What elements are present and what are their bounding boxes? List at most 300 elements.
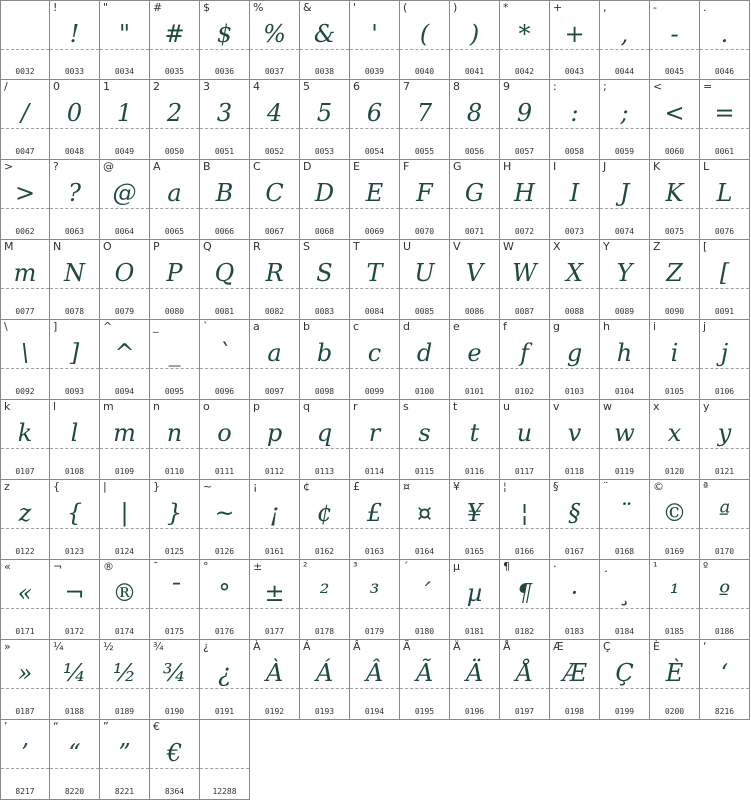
glyph-cell[interactable]: [200, 400, 250, 480]
char-code: 0122: [15, 547, 35, 556]
character-label: ©: [653, 480, 664, 493]
baseline-guide: [400, 528, 449, 529]
char-code: 0107: [15, 467, 35, 476]
glyph-cell[interactable]: [550, 560, 600, 640]
glyph-cell[interactable]: [150, 160, 200, 240]
char-code: 0118: [564, 467, 585, 476]
char-code: 12288: [212, 787, 237, 796]
character-label: ¦: [503, 480, 507, 493]
glyph-cell[interactable]: [600, 80, 650, 160]
glyph-cell[interactable]: [300, 160, 350, 240]
glyph-cell[interactable]: [700, 640, 750, 720]
glyph-sample: T: [366, 259, 383, 287]
glyph-cell[interactable]: [400, 480, 450, 560]
baseline-guide: [600, 368, 649, 369]
glyph-cell[interactable]: [600, 640, 650, 720]
glyph-cell[interactable]: [550, 80, 600, 160]
glyph-cell[interactable]: [650, 160, 700, 240]
glyph-sample: S: [316, 259, 333, 287]
glyph-cell[interactable]: [0, 80, 50, 160]
char-code: 0072: [514, 227, 535, 236]
glyph-cell[interactable]: [300, 560, 350, 640]
glyph-cell[interactable]: [600, 160, 650, 240]
char-code: 0059: [614, 147, 635, 156]
char-code: 0181: [464, 627, 485, 636]
glyph-sample: E: [365, 179, 384, 207]
character-label: A: [153, 160, 161, 173]
glyph-cell[interactable]: [150, 80, 200, 160]
glyph-cell[interactable]: [650, 240, 700, 320]
glyph-cell[interactable]: [150, 640, 200, 720]
baseline-guide: [600, 288, 649, 289]
baseline-guide: [450, 128, 499, 129]
character-label: c: [353, 320, 360, 333]
character-label: >: [4, 160, 14, 173]
char-code: 0124: [114, 547, 135, 556]
char-code: 0082: [264, 307, 285, 316]
glyph-cell[interactable]: [250, 240, 300, 320]
glyph-sample: ´: [418, 579, 431, 607]
glyph-sample: R: [265, 259, 284, 287]
char-code: 0040: [414, 67, 435, 76]
glyph-cell[interactable]: [50, 160, 100, 240]
glyph-cell[interactable]: [150, 400, 200, 480]
glyph-cell[interactable]: [550, 400, 600, 480]
glyph-cell[interactable]: [100, 240, 150, 320]
glyph-sample: 1: [116, 99, 133, 127]
character-label: }: [153, 480, 160, 493]
glyph-cell[interactable]: [250, 80, 300, 160]
baseline-guide: [250, 208, 299, 209]
char-code: 0167: [564, 547, 585, 556]
glyph-sample: 4: [266, 99, 283, 127]
character-label: {: [53, 480, 60, 493]
glyph-cell[interactable]: [700, 0, 750, 80]
glyph-cell[interactable]: [450, 640, 500, 720]
character-label: ¹: [653, 560, 658, 573]
baseline-guide: [550, 528, 599, 529]
glyph-cell[interactable]: [200, 720, 250, 800]
glyph-cell[interactable]: [200, 320, 250, 400]
char-code: 0056: [464, 147, 485, 156]
glyph-cell[interactable]: [0, 480, 50, 560]
character-label: Ä: [453, 640, 461, 653]
character-label: €: [153, 720, 160, 733]
glyph-cell[interactable]: [400, 80, 450, 160]
glyph-cell[interactable]: [650, 560, 700, 640]
glyph-cell[interactable]: [700, 480, 750, 560]
baseline-guide: [550, 608, 599, 609]
glyph-cell[interactable]: [400, 0, 450, 80]
glyph-cell[interactable]: [650, 80, 700, 160]
glyph-cell[interactable]: [500, 160, 550, 240]
glyph-sample: }: [166, 499, 183, 527]
glyph-cell[interactable]: [0, 160, 50, 240]
glyph-sample: ¶: [516, 579, 533, 607]
character-label: Y: [603, 240, 610, 253]
baseline-guide: [300, 448, 349, 449]
glyph-cell[interactable]: [50, 240, 100, 320]
glyph-sample: Q: [214, 259, 235, 287]
glyph-sample: ¬: [64, 579, 85, 607]
glyph-cell[interactable]: [100, 0, 150, 80]
glyph-cell[interactable]: [550, 320, 600, 400]
glyph-sample: $: [216, 20, 233, 48]
glyph-cell[interactable]: [150, 320, 200, 400]
glyph-cell[interactable]: [350, 560, 400, 640]
glyph-cell[interactable]: [650, 480, 700, 560]
char-code: 0104: [614, 387, 635, 396]
glyph-cell[interactable]: [600, 240, 650, 320]
character-label: p: [253, 400, 260, 413]
glyph-cell[interactable]: [650, 0, 700, 80]
glyph-cell[interactable]: [50, 80, 100, 160]
glyph-cell[interactable]: [700, 400, 750, 480]
glyph-cell[interactable]: [550, 640, 600, 720]
char-code: 0170: [714, 547, 735, 556]
glyph-sample: Ç: [615, 659, 634, 687]
char-code: 0119: [614, 467, 635, 476]
glyph-cell[interactable]: [700, 80, 750, 160]
baseline-guide: [700, 288, 749, 289]
glyph-cell[interactable]: [450, 240, 500, 320]
glyph-cell[interactable]: [150, 480, 200, 560]
glyph-cell[interactable]: [100, 320, 150, 400]
char-code: 0065: [164, 227, 185, 236]
char-code: 0172: [64, 627, 85, 636]
glyph-cell[interactable]: [450, 400, 500, 480]
glyph-cell[interactable]: [100, 720, 150, 800]
glyph-cell[interactable]: [200, 0, 250, 80]
baseline-guide: [250, 368, 299, 369]
glyph-cell[interactable]: [600, 320, 650, 400]
character-label: À: [253, 640, 261, 653]
character-label: ®: [103, 560, 114, 573]
character-label: -: [653, 1, 657, 14]
glyph-cell[interactable]: [200, 480, 250, 560]
glyph-cell[interactable]: [0, 0, 50, 80]
baseline-guide: [200, 528, 249, 529]
char-code: 0103: [564, 387, 585, 396]
glyph-cell[interactable]: [600, 560, 650, 640]
glyph-cell[interactable]: [200, 240, 250, 320]
glyph-cell[interactable]: [50, 720, 100, 800]
glyph-cell[interactable]: [200, 160, 250, 240]
glyph-sample: ½: [112, 659, 137, 687]
character-label: =: [703, 80, 713, 93]
glyph-cell[interactable]: [400, 640, 450, 720]
glyph-cell[interactable]: [350, 320, 400, 400]
glyph-cell[interactable]: [550, 160, 600, 240]
glyph-cell[interactable]: [0, 720, 50, 800]
char-code: 0169: [664, 547, 685, 556]
character-label: L: [703, 160, 710, 173]
baseline-guide: [100, 368, 149, 369]
baseline-guide: [700, 49, 749, 50]
glyph-cell[interactable]: [550, 480, 600, 560]
glyph-sample: 0: [66, 99, 83, 127]
baseline-guide: [550, 288, 599, 289]
char-code: 0183: [564, 627, 585, 636]
char-code: 0053: [314, 147, 335, 156]
glyph-cell[interactable]: [700, 240, 750, 320]
baseline-guide: [550, 128, 599, 129]
baseline-guide: [700, 688, 749, 689]
baseline-guide: [550, 448, 599, 449]
char-code: 0087: [514, 307, 535, 316]
character-label: g: [553, 320, 560, 333]
glyph-sample: a: [167, 179, 182, 207]
glyph-cell[interactable]: [600, 480, 650, 560]
char-code: 0185: [664, 627, 685, 636]
baseline-guide: [400, 688, 449, 689]
glyph-cell[interactable]: [500, 320, 550, 400]
glyph-cell[interactable]: [100, 400, 150, 480]
character-label: t: [453, 400, 458, 413]
char-code: 0102: [514, 387, 535, 396]
glyph-sample: y: [717, 419, 732, 447]
baseline-guide: [600, 528, 649, 529]
baseline-guide: [50, 49, 99, 50]
glyph-sample: P: [166, 259, 183, 287]
baseline-guide: [600, 208, 649, 209]
glyph-cell[interactable]: [150, 720, 200, 800]
baseline-guide: [300, 688, 349, 689]
char-code: 0058: [564, 147, 585, 156]
glyph-sample: D: [314, 179, 335, 207]
glyph-sample: €: [166, 739, 183, 767]
character-label: b: [303, 320, 310, 333]
glyph-cell[interactable]: [350, 0, 400, 80]
baseline-guide: [450, 288, 499, 289]
character-label: v: [553, 400, 560, 413]
char-code: 0092: [15, 387, 35, 396]
char-code: 0061: [714, 147, 735, 156]
glyph-sample: d: [416, 339, 433, 367]
glyph-sample: (: [419, 20, 430, 48]
glyph-cell[interactable]: [100, 480, 150, 560]
glyph-cell[interactable]: [350, 160, 400, 240]
character-label: !: [53, 1, 58, 14]
glyph-cell[interactable]: [0, 640, 50, 720]
glyph-sample: +: [564, 20, 585, 48]
baseline-guide: [50, 128, 99, 129]
glyph-cell[interactable]: [100, 80, 150, 160]
glyph-cell[interactable]: [650, 320, 700, 400]
glyph-cell[interactable]: [600, 0, 650, 80]
glyph-cell[interactable]: [250, 160, 300, 240]
glyph-cell[interactable]: [100, 560, 150, 640]
character-label: S: [303, 240, 310, 253]
glyph-sample: %: [263, 20, 286, 48]
glyph-cell[interactable]: [0, 400, 50, 480]
baseline-guide: [50, 768, 99, 769]
glyph-cell[interactable]: [400, 560, 450, 640]
character-label: #: [153, 1, 163, 14]
glyph-cell[interactable]: [500, 400, 550, 480]
glyph-cell[interactable]: [150, 0, 200, 80]
glyph-cell[interactable]: [250, 0, 300, 80]
baseline-guide: [50, 528, 99, 529]
glyph-cell[interactable]: [500, 240, 550, 320]
glyph-cell[interactable]: [550, 0, 600, 80]
character-label: R: [253, 240, 261, 253]
glyph-sample: 8: [466, 99, 483, 127]
glyph-sample: \: [20, 339, 30, 367]
char-code: 0083: [314, 307, 335, 316]
glyph-sample: ": [118, 20, 131, 48]
glyph-cell[interactable]: [350, 640, 400, 720]
glyph-cell[interactable]: [450, 560, 500, 640]
glyph-cell[interactable]: [350, 480, 400, 560]
glyph-cell[interactable]: [50, 560, 100, 640]
glyph-sample: G: [464, 179, 485, 207]
glyph-cell[interactable]: [300, 640, 350, 720]
character-label: U: [403, 240, 412, 253]
baseline-guide: [450, 448, 499, 449]
char-code: 0069: [364, 227, 385, 236]
glyph-cell[interactable]: [400, 240, 450, 320]
char-code: 0080: [164, 307, 185, 316]
baseline-guide: [200, 288, 249, 289]
character-label: :: [553, 80, 557, 93]
char-code: 0070: [414, 227, 435, 236]
glyph-cell[interactable]: [700, 560, 750, 640]
glyph-cell[interactable]: [300, 240, 350, 320]
baseline-guide: [300, 49, 349, 50]
glyph-cell[interactable]: [450, 160, 500, 240]
character-label: Å: [503, 640, 511, 653]
baseline-guide: [100, 128, 149, 129]
character-label: ¥: [453, 480, 460, 493]
char-code: 0120: [664, 467, 685, 476]
character-label: ±: [253, 560, 263, 573]
glyph-cell[interactable]: [300, 480, 350, 560]
glyph-cell[interactable]: [100, 640, 150, 720]
char-code: 0186: [714, 627, 735, 636]
glyph-sample: §: [568, 499, 581, 527]
baseline-guide: [400, 128, 449, 129]
character-label: ³: [353, 560, 358, 573]
glyph-sample: ,: [620, 20, 629, 48]
character-label: ¨: [603, 480, 609, 493]
glyph-cell[interactable]: [150, 240, 200, 320]
baseline-guide: [350, 128, 399, 129]
glyph-sample: Á: [315, 659, 334, 687]
glyph-cell[interactable]: [200, 560, 250, 640]
baseline-guide: [1, 528, 49, 529]
char-code: 0161: [264, 547, 285, 556]
glyph-cell[interactable]: [50, 640, 100, 720]
char-code: 8217: [15, 787, 35, 796]
character-label: X: [553, 240, 561, 253]
glyph-cell[interactable]: [450, 480, 500, 560]
glyph-cell[interactable]: [0, 560, 50, 640]
glyph-cell[interactable]: [0, 240, 50, 320]
glyph-cell[interactable]: [600, 400, 650, 480]
glyph-cell[interactable]: [350, 80, 400, 160]
glyph-cell[interactable]: [550, 240, 600, 320]
glyph-cell[interactable]: [250, 480, 300, 560]
glyph-cell[interactable]: [400, 400, 450, 480]
glyph-cell[interactable]: [350, 240, 400, 320]
baseline-guide: [500, 528, 549, 529]
glyph-cell[interactable]: [300, 0, 350, 80]
glyph-cell[interactable]: [350, 400, 400, 480]
glyph-cell[interactable]: [0, 320, 50, 400]
glyph-cell[interactable]: [700, 160, 750, 240]
baseline-guide: [350, 49, 399, 50]
glyph-cell[interactable]: [300, 400, 350, 480]
glyph-cell[interactable]: [500, 0, 550, 80]
glyph-cell[interactable]: [450, 320, 500, 400]
char-code: 0113: [314, 467, 335, 476]
glyph-cell[interactable]: [200, 80, 250, 160]
glyph-cell[interactable]: [50, 0, 100, 80]
char-code: 0073: [564, 227, 585, 236]
glyph-cell[interactable]: [450, 80, 500, 160]
glyph-sample: ]: [69, 339, 80, 367]
character-label: 6: [353, 80, 360, 93]
glyph-cell[interactable]: [250, 640, 300, 720]
glyph-cell[interactable]: [500, 560, 550, 640]
baseline-guide: [600, 128, 649, 129]
glyph-cell[interactable]: [650, 400, 700, 480]
glyph-cell[interactable]: [300, 320, 350, 400]
glyph-cell[interactable]: [500, 80, 550, 160]
glyph-cell[interactable]: [450, 0, 500, 80]
glyph-cell[interactable]: [400, 320, 450, 400]
glyph-cell[interactable]: [400, 160, 450, 240]
glyph-cell[interactable]: [650, 640, 700, 720]
glyph-cell[interactable]: [250, 400, 300, 480]
char-code: 0032: [15, 67, 35, 76]
char-code: 0166: [514, 547, 535, 556]
glyph-sample: ¹: [669, 579, 680, 607]
glyph-cell[interactable]: [200, 640, 250, 720]
char-code: 0057: [514, 147, 535, 156]
char-code: 0164: [414, 547, 435, 556]
glyph-sample: “: [68, 739, 81, 767]
glyph-cell[interactable]: [500, 640, 550, 720]
glyph-sample: £: [366, 499, 383, 527]
char-code: 0064: [114, 227, 135, 236]
glyph-cell[interactable]: [700, 320, 750, 400]
glyph-sample: ¤: [416, 499, 433, 527]
glyph-sample: ': [371, 20, 378, 48]
glyph-cell[interactable]: [300, 80, 350, 160]
glyph-cell[interactable]: [50, 320, 100, 400]
baseline-guide: [500, 608, 549, 609]
char-code: 0055: [414, 147, 435, 156]
glyph-sample: ª: [718, 499, 731, 527]
glyph-cell[interactable]: [500, 480, 550, 560]
char-code: 0179: [364, 627, 385, 636]
glyph-cell[interactable]: [50, 480, 100, 560]
glyph-sample: Ã: [415, 659, 434, 687]
baseline-guide: [350, 528, 399, 529]
baseline-guide: [550, 688, 599, 689]
glyph-cell[interactable]: [250, 320, 300, 400]
glyph-sample: F: [416, 179, 433, 207]
glyph-cell[interactable]: [150, 560, 200, 640]
character-label: N: [53, 240, 62, 253]
baseline-guide: [350, 288, 399, 289]
glyph-cell[interactable]: [250, 560, 300, 640]
glyph-cell[interactable]: [100, 160, 150, 240]
character-label: |: [103, 480, 107, 493]
glyph-cell[interactable]: [50, 400, 100, 480]
